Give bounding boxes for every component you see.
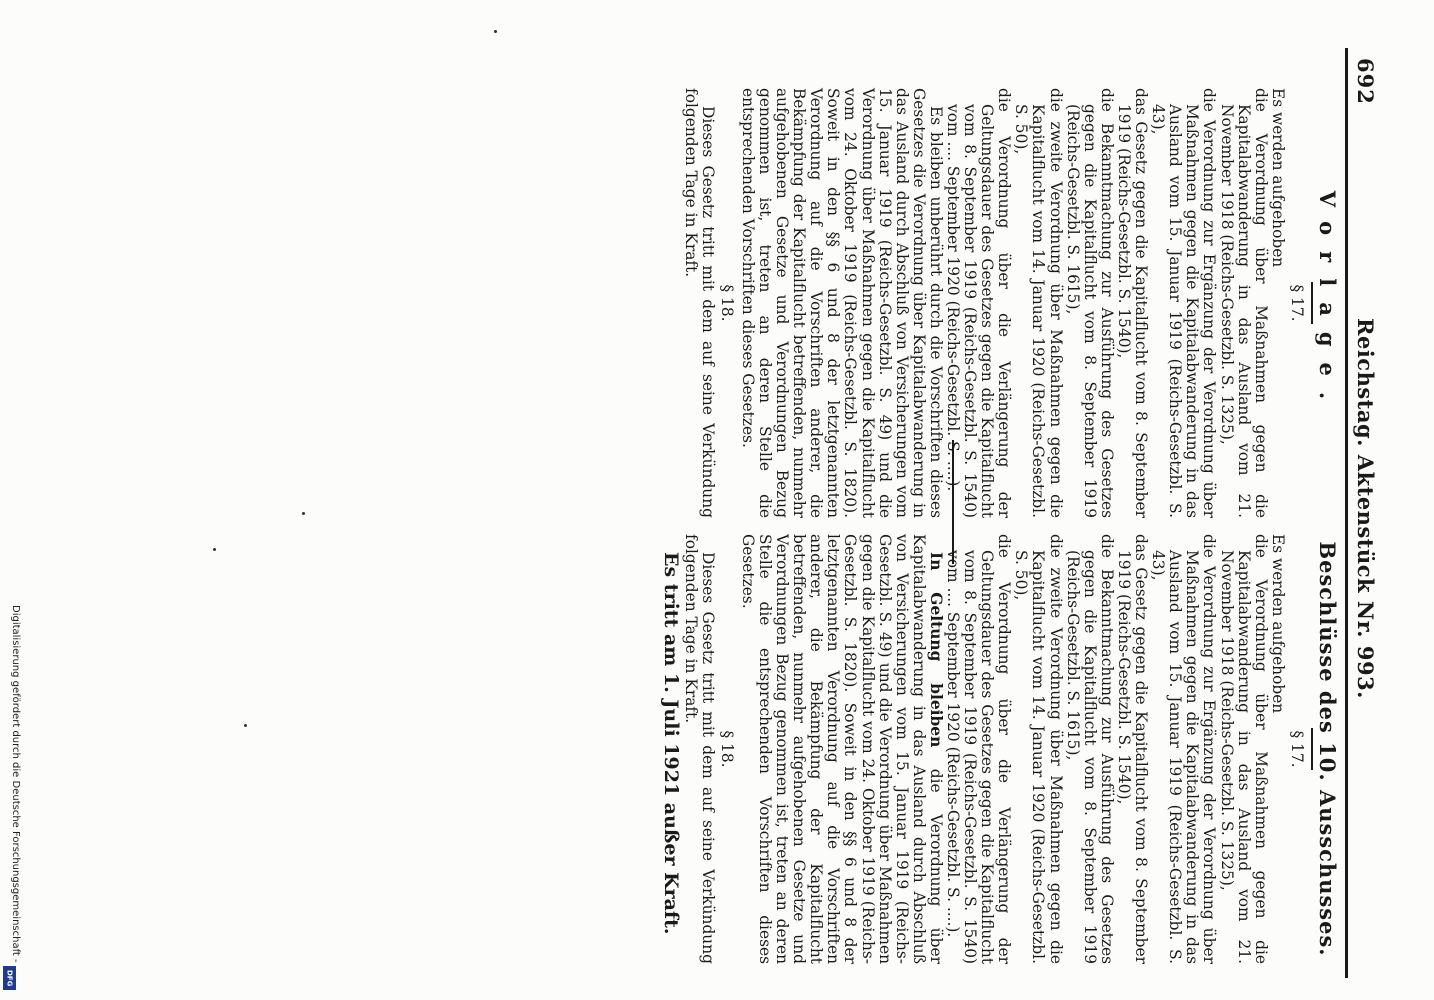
section-17-remaining-paragraph: Es bleiben unberührt durch die Vorschriften dieses Gesetzes die Verordnung über Kapitalabwanderung in das Ausland durch Abschluß von Versicherungen vom 15. Januar 1919 (Reichs-Gesetzbl. S. 49) und die Verordnung über Maßnahmen gegen die Kapitalflucht vom 24. Oktober 1919 (Reichs-Gesetzbl. S. 1820). Soweit in den §§ 6 und 8 der letztgenannten Verordnung auf die Vorschriften anderer, die Bekämpfung der Kapitalflucht betreffenden, nunmehr aufgehobenen Gesetze und Verordnungen Bezug genommen ist, treten an deren Stelle die entsprechenden Vorschriften dieses Gesetzes. — [738, 88, 945, 518]
heading-rule — [1311, 282, 1313, 324]
column-heading-beschluesse: Beschlüsse des 10. Ausschusses. — [1315, 541, 1340, 957]
heading-rule — [1311, 728, 1313, 770]
in-force-lead: In Geltung bleiben — [926, 552, 945, 748]
section-18-text: Dieses Gesetz tritt mit dem auf seine Verkündung folgenden Tage in Kraft. — [681, 88, 717, 518]
repealed-item: die Verordnung über Maßnahmen gegen die Kapitalabwanderung in das Ausland vom 21. November 1918 (Reichs-Gesetzbl. S. 1325), — [1217, 88, 1270, 518]
column-divider-rule — [952, 440, 954, 564]
digitization-note: Digitalisierung gefördert durch die Deutsche Forschungsgemeinschaft - — [10, 605, 21, 963]
scan-speck — [244, 724, 247, 727]
repealed-item: die Bekanntmachung zur Ausführung des Gesetzes gegen die Kapitalflucht vom 8. September 1919 (Reichs-Gesetzbl. S. 1615), — [1063, 88, 1116, 518]
section-17-intro: Es werden aufgehoben — [1268, 534, 1287, 714]
repealed-item: die Verordnung über die Verlängerung der Geltungsdauer des Gesetzes gegen die Kapitalflucht vom 8. September 1919 (Reichs-Gesetzbl. S. 1540) vom .... September 1920 (Reichs-Gesetzbl. S. ....). — [944, 88, 1014, 518]
section-18-text: Dieses Gesetz tritt mit dem auf seine Verkündung folgenden Tage in Kraft. — [681, 534, 717, 964]
repealed-item: das Gesetz gegen die Kapitalflucht vom 8. September 1919 (Reichs-Gesetzbl. S. 1540), — [1114, 88, 1151, 518]
section-17-heading: § 17. — [1287, 284, 1306, 322]
in-force-text: die Verordnung über Kapitalabwanderung in das Ausland durch Abschluß von Versicherungen vom 15. Januar 1919 (Reichs-Gesetzbl. S. 49) und die Verordnung über Maßnahmen gegen die Kapitalflucht vom 24. Oktober 1919 (Reichs-Gesetzbl. S. 1820). Soweit in den §§ 6 und 8 der letztgenannten Verordnung auf die Vorschriften anderer, die Bekämpfung der Kapitalflucht betreffenden, nunmehr aufgehobenen Gesetze und Verordnungen Bezug genommen ist, treten an deren Stelle die entsprechenden Vorschriften dieses Gesetzes. — [738, 534, 945, 964]
scan-speck — [213, 548, 216, 551]
section-17-heading: § 17. — [1287, 730, 1306, 768]
scan-speck — [494, 30, 497, 33]
repealed-item: die Bekanntmachung zur Ausführung des Gesetzes gegen die Kapitalflucht vom 8. September 1919 (Reichs-Gesetzbl. S. 1615), — [1063, 534, 1116, 964]
scan-speck — [302, 512, 305, 515]
repealed-item: die Verordnung über die Verlängerung der Geltungsdauer des Gesetzes gegen die Kapitalflucht vom 8. September 1919 (Reichs-Gesetzbl. S. 1540) vom .... September 1920 (Reichs-Gesetzbl. S. ....). — [944, 534, 1014, 964]
page-number: 692 — [1353, 58, 1378, 105]
expiry-clause: Es tritt am 1. Juli 1921 außer Kraft. — [659, 552, 682, 935]
repealed-item: die Verordnung zur Ergänzung der Verordnung über Maßnahmen gegen die Kapitalabwanderung in das Ausland vom 15. Januar 1919 (Reichs-Gesetzbl. S. 43), — [1149, 534, 1219, 964]
repealed-item: die zweite Verordnung über Maßnahmen gegen die Kapitalflucht vom 14. Januar 1920 (Reichs-Gesetzbl. S. 50), — [1012, 88, 1065, 518]
section-17-remaining-paragraph — [739, 534, 944, 964]
repealed-item: die Verordnung über Maßnahmen gegen die Kapitalabwanderung in das Ausland vom 21. November 1918 (Reichs-Gesetzbl. S. 1325), — [1217, 534, 1270, 964]
section-18-heading: § 18. — [717, 284, 736, 322]
dfg-logo: DFG — [3, 966, 16, 990]
section-17-intro: Es werden aufgehoben — [1268, 88, 1287, 268]
page-header — [1345, 48, 1382, 978]
page-title: Reichstag. Aktenstück Nr. 993. — [1353, 318, 1378, 699]
repealed-item: die Verordnung zur Ergänzung der Verordnung über Maßnahmen gegen die Kapitalabwanderung in das Ausland vom 15. Januar 1919 (Reichs-Gesetzbl. S. 43), — [1149, 88, 1219, 518]
column-beschluesse — [659, 534, 1340, 964]
repealed-item: die zweite Verordnung über Maßnahmen gegen die Kapitalflucht vom 14. Januar 1920 (Reichs-Gesetzbl. S. 50), — [1012, 534, 1065, 964]
repealed-item: das Gesetz gegen die Kapitalflucht vom 8. September 1919 (Reichs-Gesetzbl. S. 1540), — [1114, 534, 1151, 964]
column-vorlage — [681, 88, 1340, 518]
column-heading-vorlage: Vorlage. — [1315, 190, 1340, 416]
section-18-heading: § 18. — [717, 730, 736, 768]
